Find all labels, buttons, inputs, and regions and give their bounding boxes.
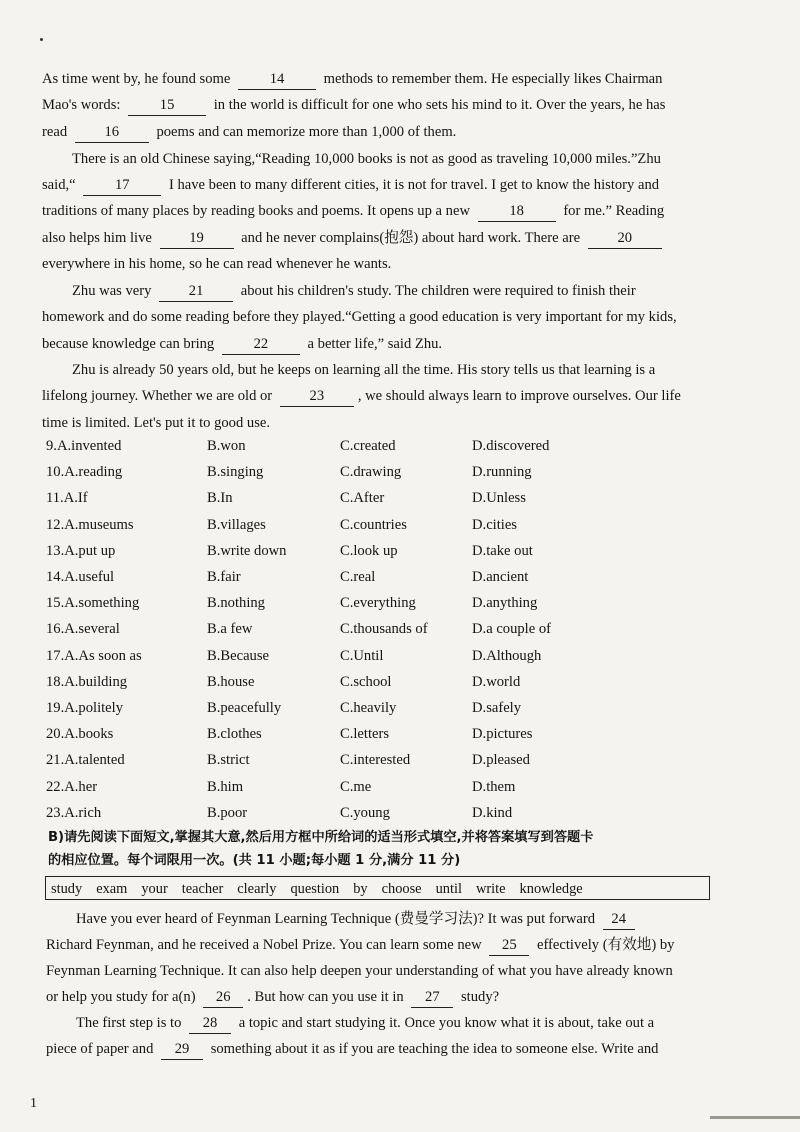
option-choice[interactable]: B.a few bbox=[207, 621, 253, 638]
passage-line: read 16 poems and can memorize more than 1,000 of them. bbox=[42, 119, 732, 145]
word-bank-item: clearly bbox=[237, 881, 277, 897]
word-bank-item: knowledge bbox=[519, 881, 583, 897]
option-choice[interactable]: D.pleased bbox=[472, 752, 530, 769]
passage-line: or help you study for a(n) 26 . But how can you use it in 27 study? bbox=[46, 984, 716, 1010]
option-choice[interactable]: D.running bbox=[472, 464, 532, 481]
option-choice[interactable]: B.peacefully bbox=[207, 700, 282, 716]
option-choice[interactable]: B.write down bbox=[207, 542, 287, 559]
passage-line: Zhu was very 21 about his children's study. The children were required to finish their bbox=[72, 278, 762, 304]
blank-21[interactable]: 21 bbox=[159, 282, 233, 302]
option-choice[interactable]: D.ancient bbox=[472, 569, 529, 585]
option-row bbox=[42, 517, 682, 543]
option-row bbox=[42, 674, 682, 700]
option-row bbox=[42, 752, 682, 778]
option-choice[interactable]: 17.A.As soon as bbox=[46, 647, 142, 664]
word-bank-item: until bbox=[435, 881, 462, 897]
passage-line: Feynman Learning Technique. It can also help deepen your understanding of what you have already known bbox=[46, 963, 673, 979]
blank-22[interactable]: 22 bbox=[222, 335, 300, 355]
passage-line: traditions of many places by reading books and poems. It opens up a new 18 for me.” Reading bbox=[42, 198, 732, 224]
option-row bbox=[42, 700, 682, 726]
option-choice[interactable]: C.heavily bbox=[340, 700, 397, 716]
option-choice[interactable]: B.clothes bbox=[207, 726, 262, 743]
option-row bbox=[42, 543, 682, 569]
option-choice[interactable]: 13.A.put up bbox=[46, 542, 116, 559]
option-choice[interactable]: B.won bbox=[207, 438, 246, 454]
passage-line: because knowledge can bring 22 a better life,” said Zhu. bbox=[42, 331, 732, 357]
word-bank-item: study bbox=[51, 881, 83, 897]
passage-line: Richard Feynman, and he received a Nobel Prize. You can learn some new 25 effectively (有效地) by bbox=[46, 932, 716, 958]
passage-line: As time went by, he found some 14 methods to remember them. He especially likes Chairman bbox=[42, 66, 732, 92]
blank-16[interactable]: 16 bbox=[75, 123, 149, 143]
option-choice[interactable]: D.take out bbox=[472, 542, 533, 559]
option-choice[interactable]: B.him bbox=[207, 778, 244, 795]
option-row bbox=[42, 464, 682, 490]
option-choice[interactable]: C.thousands of bbox=[340, 621, 428, 638]
option-row bbox=[42, 569, 682, 595]
word-bank-item: write bbox=[475, 881, 506, 897]
blank-20[interactable]: 20 bbox=[588, 229, 662, 249]
option-row bbox=[42, 595, 682, 621]
option-choice[interactable]: D.pictures bbox=[472, 726, 533, 743]
option-choice[interactable]: C.real bbox=[340, 569, 376, 585]
option-choice[interactable]: C.Until bbox=[340, 647, 384, 664]
passage-line: Mao's words: 15 in the world is difficult for one who sets his mind to it. Over the years, he has bbox=[42, 92, 732, 118]
blank-27[interactable]: 27 bbox=[411, 988, 453, 1008]
blank-23[interactable]: 23 bbox=[280, 387, 354, 407]
word-bank-item: exam bbox=[96, 881, 128, 897]
blank-17[interactable]: 17 bbox=[83, 176, 161, 196]
option-choice[interactable]: D.anything bbox=[472, 595, 538, 612]
option-row bbox=[42, 726, 682, 752]
option-choice[interactable]: D.discovered bbox=[472, 438, 550, 454]
option-choice[interactable]: D.Unless bbox=[472, 490, 526, 507]
option-choice[interactable]: 12.A.museums bbox=[46, 516, 134, 533]
option-choice[interactable]: C.created bbox=[340, 438, 396, 454]
option-choice[interactable]: B.Because bbox=[207, 647, 270, 664]
option-choice[interactable]: 23.A.rich bbox=[46, 804, 102, 821]
word-bank-item: your bbox=[141, 881, 168, 897]
option-choice[interactable]: 21.A.talented bbox=[46, 752, 125, 769]
option-choice[interactable]: D.kind bbox=[472, 804, 513, 821]
option-choice[interactable]: D.a couple of bbox=[472, 621, 552, 638]
passage-line: Zhu is already 50 years old, but he keeps on learning all the time. His story tells us that learning is a bbox=[72, 362, 656, 378]
passage-line: also helps him live 19 and he never complains(抱怨) about hard work. There are 20 bbox=[42, 225, 732, 251]
option-choice[interactable]: B.nothing bbox=[207, 595, 265, 612]
section-b-instructions: B)请先阅读下面短文,掌握其大意,然后用方框中所给词的适当形式填空,并将答案填写到答题卡 的相应位置。每个词限用一次。(共 11 小题;每小题 1 分,满分 11 分) bbox=[48, 830, 594, 868]
passage-line: Have you ever heard of Feynman Learning Technique (费曼学习法)? It was put forward 24 bbox=[76, 906, 746, 932]
passage-line: The first step is to 28 a topic and start studying it. Once you know what it is about, take out a bbox=[76, 1010, 746, 1036]
option-choice[interactable]: 19.A.politely bbox=[46, 700, 124, 716]
option-choice[interactable]: D.world bbox=[472, 673, 521, 690]
option-choice[interactable]: C.school bbox=[340, 673, 392, 690]
word-bank-item: teacher bbox=[181, 881, 224, 897]
page-number: 1 bbox=[30, 1096, 37, 1111]
passage-line: There is an old Chinese saying,“Reading 10,000 books is not as good as traveling 10,000 miles.”Zhu bbox=[72, 151, 661, 167]
option-choice[interactable]: 20.A.books bbox=[46, 726, 114, 743]
option-choice[interactable]: B.villages bbox=[207, 516, 266, 533]
option-choice[interactable]: D.them bbox=[472, 778, 516, 795]
option-choice[interactable]: C.letters bbox=[340, 726, 390, 743]
option-choice[interactable]: 18.A.building bbox=[46, 673, 128, 690]
blank-15[interactable]: 15 bbox=[128, 96, 206, 116]
option-row bbox=[42, 648, 682, 674]
option-choice[interactable]: B.poor bbox=[207, 804, 248, 821]
option-choice[interactable]: 15.A.something bbox=[46, 595, 140, 612]
option-choice[interactable]: D.cities bbox=[472, 516, 517, 533]
option-choice[interactable]: C.everything bbox=[340, 595, 416, 612]
option-choice[interactable]: C.drawing bbox=[340, 464, 402, 481]
word-bank-item: choose bbox=[381, 881, 422, 897]
option-choice[interactable]: C.After bbox=[340, 490, 385, 507]
option-row bbox=[42, 779, 682, 805]
word-bank-item: by bbox=[353, 881, 368, 897]
option-choice[interactable]: 22.A.her bbox=[46, 778, 98, 795]
passage-line: everywhere in his home, so he can read whenever he wants. bbox=[42, 256, 392, 272]
passage-line: said,“ 17 I have been to many different cities, it is not for travel. I get to know the history and bbox=[42, 172, 732, 198]
option-choice[interactable]: C.young bbox=[340, 804, 390, 821]
option-choice[interactable]: D.safely bbox=[472, 700, 522, 716]
option-choice[interactable]: C.interested bbox=[340, 752, 411, 769]
passage-line: time is limited. Let's put it to good use. bbox=[42, 415, 271, 431]
passage-line: piece of paper and 29 something about it as if you are teaching the idea to someone else. Write and bbox=[46, 1036, 716, 1062]
option-choice[interactable]: D.Although bbox=[472, 647, 542, 664]
option-row bbox=[42, 490, 682, 516]
blank-14[interactable]: 14 bbox=[238, 70, 316, 90]
blank-29[interactable]: 29 bbox=[161, 1040, 203, 1060]
option-choice[interactable]: B.In bbox=[207, 490, 233, 507]
blank-24[interactable]: 24 bbox=[603, 910, 635, 930]
passage-line: homework and do some reading before they played.“Getting a good education is very important for my kids, bbox=[42, 309, 677, 325]
option-choice[interactable]: C.look up bbox=[340, 542, 398, 559]
option-choice[interactable]: 9.A.invented bbox=[46, 438, 122, 454]
blank-26[interactable]: 26 bbox=[203, 988, 243, 1008]
passage-line: lifelong journey. Whether we are old or 23 , we should always learn to improve ourselves. Our life bbox=[42, 383, 732, 409]
page-edge bbox=[710, 1116, 800, 1119]
option-choice[interactable]: B.strict bbox=[207, 752, 250, 769]
option-choice[interactable]: 16.A.several bbox=[46, 621, 120, 638]
word-bank-item: question bbox=[290, 881, 340, 897]
option-choice[interactable]: 10.A.reading bbox=[46, 464, 123, 481]
blank-25[interactable]: 25 bbox=[489, 936, 529, 956]
option-row bbox=[42, 621, 682, 647]
option-choice[interactable]: C.countries bbox=[340, 516, 407, 533]
option-choice[interactable]: B.singing bbox=[207, 464, 264, 481]
option-choice[interactable]: B.house bbox=[207, 673, 255, 690]
option-choice[interactable]: 14.A.useful bbox=[46, 569, 115, 585]
blank-19[interactable]: 19 bbox=[160, 229, 234, 249]
blank-28[interactable]: 28 bbox=[189, 1014, 231, 1034]
blank-18[interactable]: 18 bbox=[478, 202, 556, 222]
speck bbox=[40, 38, 43, 41]
option-choice[interactable]: B.fair bbox=[207, 569, 241, 585]
option-choice[interactable]: C.me bbox=[340, 778, 372, 795]
option-row bbox=[42, 438, 682, 464]
word-bank bbox=[45, 876, 710, 900]
option-choice[interactable]: 11.A.If bbox=[46, 490, 88, 507]
